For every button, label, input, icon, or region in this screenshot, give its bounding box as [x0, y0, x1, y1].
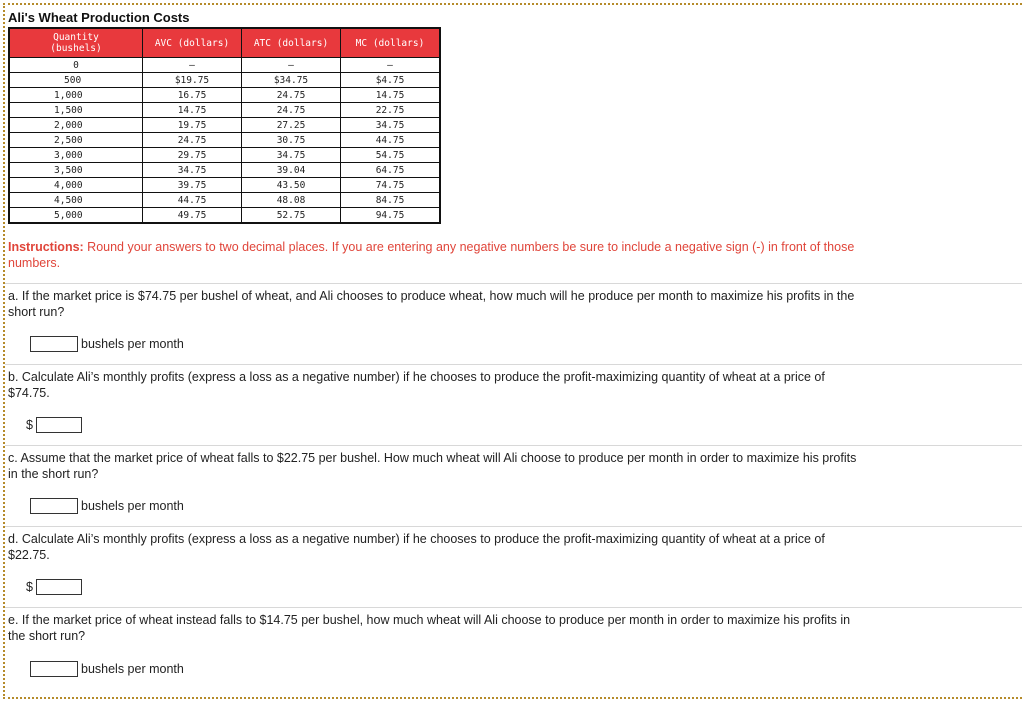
table-cell: 5,000	[9, 208, 143, 224]
table-row	[9, 58, 440, 73]
table-row	[9, 208, 440, 224]
answer-d-dollar: $	[26, 580, 33, 594]
answer-d	[26, 579, 82, 595]
table-cell: –	[143, 58, 242, 73]
table-header-row	[9, 28, 440, 58]
table-cell: 44.75	[143, 193, 242, 208]
table-cell: 43.50	[242, 178, 341, 193]
table-cell: 64.75	[341, 163, 441, 178]
table-cell: 14.75	[341, 88, 441, 103]
table-cell: 24.75	[242, 103, 341, 118]
table-cell: 34.75	[242, 148, 341, 163]
table-cell: 52.75	[242, 208, 341, 224]
answer-b-input[interactable]	[36, 417, 82, 433]
table-row	[9, 193, 440, 208]
header-mc: MC (dollars)	[341, 28, 441, 58]
question-a: a. If the market price is $74.75 per bushel of wheat, and Ali chooses to produce wheat, how much will he produce per month to maximize his profits in the short run?	[8, 289, 855, 319]
answer-c-input[interactable]	[30, 498, 78, 514]
table-cell: 54.75	[341, 148, 441, 163]
answer-c-unit: bushels per month	[81, 499, 184, 513]
table-cell: $19.75	[143, 73, 242, 88]
header-quantity	[9, 28, 143, 58]
table-cell: 29.75	[143, 148, 242, 163]
table-cell: 1,000	[9, 88, 143, 103]
question-e: e. If the market price of wheat instead falls to $14.75 per bushel, how much wheat will Ali choose to produce per month in order to maximize his profits in the short run?	[8, 613, 851, 643]
table-cell: 24.75	[143, 133, 242, 148]
divider	[5, 526, 1022, 527]
table-cell: 4,000	[9, 178, 143, 193]
divider	[5, 607, 1022, 608]
table-cell: 0	[9, 58, 143, 73]
table-cell: 34.75	[143, 163, 242, 178]
answer-b	[26, 417, 82, 433]
table-cell: 19.75	[143, 118, 242, 133]
table-row	[9, 103, 440, 118]
table-cell: 3,500	[9, 163, 143, 178]
table-cell: 49.75	[143, 208, 242, 224]
table-cell: 2,500	[9, 133, 143, 148]
table-cell: 84.75	[341, 193, 441, 208]
answer-e-unit: bushels per month	[81, 662, 184, 676]
table-cell: 48.08	[242, 193, 341, 208]
header-atc: ATC (dollars)	[242, 28, 341, 58]
table-cell: 74.75	[341, 178, 441, 193]
table-cell: –	[242, 58, 341, 73]
table-row	[9, 148, 440, 163]
table-cell: 500	[9, 73, 143, 88]
question-b: b. Calculate Ali’s monthly profits (express a loss as a negative number) if he chooses to produce the profit-maximizing quantity of wheat at a price of $74.75.	[8, 370, 825, 400]
table-cell: 39.75	[143, 178, 242, 193]
answer-d-input[interactable]	[36, 579, 82, 595]
answer-c	[30, 498, 184, 514]
table-cell: 24.75	[242, 88, 341, 103]
table-cell: 4,500	[9, 193, 143, 208]
table-cell: 30.75	[242, 133, 341, 148]
table-cell: 44.75	[341, 133, 441, 148]
table-cell: –	[341, 58, 441, 73]
table-row	[9, 178, 440, 193]
table-cell: 1,500	[9, 103, 143, 118]
answer-a	[30, 336, 184, 352]
table-row	[9, 73, 440, 88]
divider	[5, 283, 1022, 284]
instructions-label: Instructions:	[8, 240, 84, 254]
instructions-text: Round your answers to two decimal places. If you are entering any negative numbers be sure to include a negative sign (-) in front of those numbers.	[8, 240, 855, 270]
table-cell: 94.75	[341, 208, 441, 224]
table-row	[9, 118, 440, 133]
table-cell: 22.75	[341, 103, 441, 118]
table-cell: $34.75	[242, 73, 341, 88]
instructions	[8, 239, 858, 271]
table-cell: 2,000	[9, 118, 143, 133]
answer-e-input[interactable]	[30, 661, 78, 677]
page-title: Ali's Wheat Production Costs	[8, 10, 190, 25]
table-row	[9, 163, 440, 178]
cost-table	[8, 27, 441, 224]
question-d: d. Calculate Ali’s monthly profits (express a loss as a negative number) if he chooses to produce the profit-maximizing quantity of wheat at a price of $22.75.	[8, 532, 825, 562]
table-row	[9, 88, 440, 103]
table-cell: 39.04	[242, 163, 341, 178]
answer-b-dollar: $	[26, 418, 33, 432]
answer-e	[30, 661, 184, 677]
table-cell: 16.75	[143, 88, 242, 103]
question-c: c. Assume that the market price of wheat falls to $22.75 per bushel. How much wheat will Ali choose to produce per month in order to maximize his profits in the short run?	[8, 451, 857, 481]
table-cell: 14.75	[143, 103, 242, 118]
divider	[5, 364, 1022, 365]
table-cell: 27.25	[242, 118, 341, 133]
header-quantity-line1: Quantity	[53, 32, 99, 43]
header-quantity-line2: (bushels)	[50, 43, 102, 54]
header-avc: AVC (dollars)	[143, 28, 242, 58]
answer-a-input[interactable]	[30, 336, 78, 352]
table-cell: 3,000	[9, 148, 143, 163]
divider	[5, 445, 1022, 446]
table-cell: 34.75	[341, 118, 441, 133]
table-row	[9, 133, 440, 148]
table-cell: $4.75	[341, 73, 441, 88]
answer-a-unit: bushels per month	[81, 337, 184, 351]
